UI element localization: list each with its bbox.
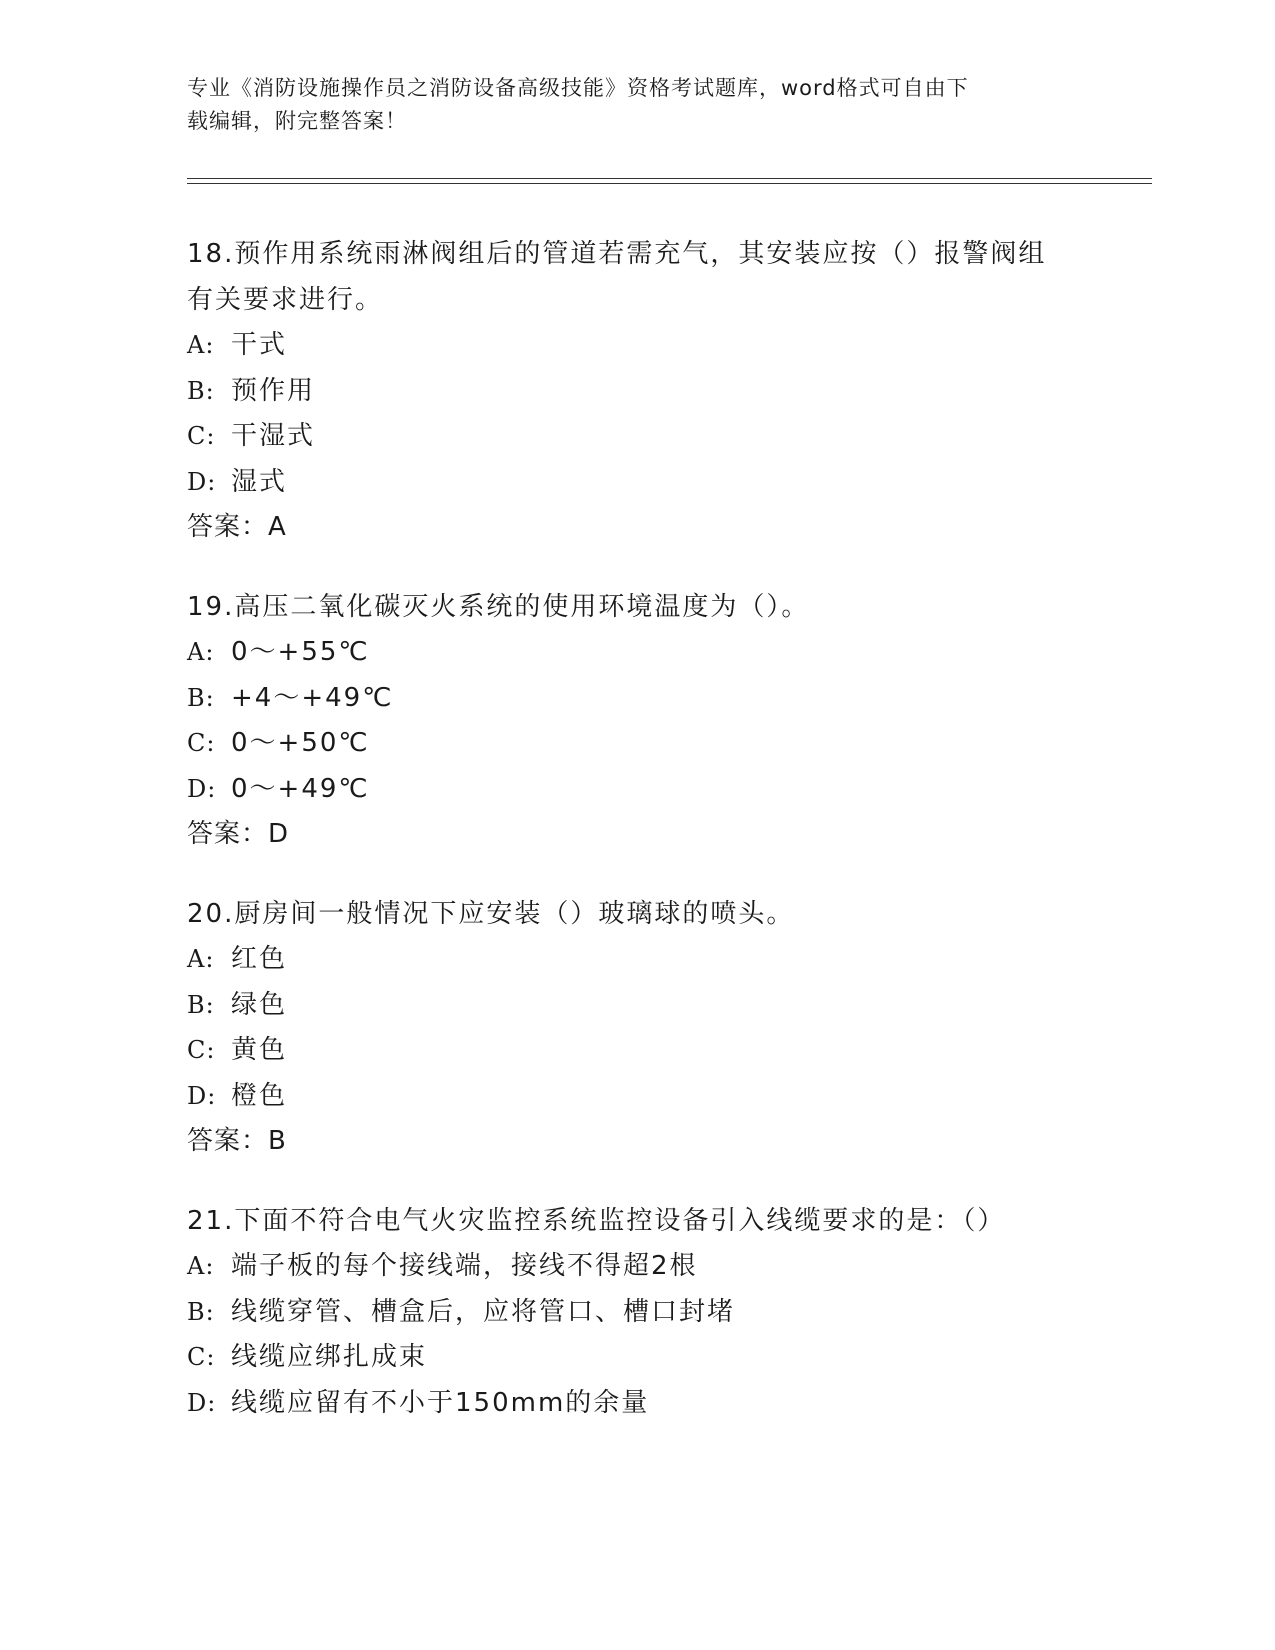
- option-key: D:: [187, 1388, 217, 1417]
- question-18: [187, 232, 1087, 551]
- option-key: A:: [187, 331, 215, 359]
- question-19: [187, 585, 1087, 858]
- question-text-line: 18.预作用系统雨淋阀组后的管道若需充气，其安装应按（）报警阀组: [187, 239, 1047, 269]
- option-d: [187, 1381, 1087, 1427]
- option-a: [187, 323, 1087, 369]
- question-text-line: 20.厨房间一般情况下应安装（）玻璃球的喷头。: [187, 898, 795, 929]
- option-text: 橙色: [231, 1080, 288, 1111]
- option-key: A:: [187, 638, 215, 666]
- option-a: [187, 1244, 1087, 1290]
- option-text: 红色: [231, 944, 288, 974]
- answer-text: 答案：B: [187, 1126, 287, 1156]
- option-key: D:: [187, 1081, 217, 1110]
- option-key: D:: [187, 467, 217, 496]
- document-header: [187, 72, 1067, 138]
- option-key: B:: [187, 376, 215, 405]
- option-key: B:: [187, 990, 215, 1019]
- option-text: 0～+49℃: [231, 773, 370, 804]
- question-text-line: 19.高压二氧化碳灭火系统的使用环境温度为（）。: [187, 591, 810, 622]
- option-key: C:: [187, 1343, 216, 1371]
- option-d: [187, 460, 1087, 506]
- option-b: [187, 1290, 1087, 1336]
- option-text: 0～+50℃: [231, 728, 370, 758]
- option-key: B:: [187, 1297, 215, 1326]
- option-d: [187, 767, 1087, 813]
- option-text: 端子板的每个接线端，接线不得超2根: [231, 1251, 698, 1281]
- answer-text: 答案：A: [187, 512, 287, 542]
- option-text: +4～+49℃: [231, 682, 394, 713]
- option-text: 0～+55℃: [231, 637, 370, 667]
- option-text: 干湿式: [231, 421, 316, 451]
- option-text: 线缆应留有不小于150mm的余量: [231, 1387, 650, 1418]
- option-a: [187, 937, 1087, 983]
- answer-text: 答案：D: [187, 819, 290, 849]
- option-text: 黄色: [231, 1035, 288, 1065]
- option-b: [187, 676, 1087, 722]
- option-b: [187, 983, 1087, 1029]
- option-text: 湿式: [231, 466, 288, 497]
- option-key: C:: [187, 1036, 216, 1064]
- question-text-line: 21.下面不符合电气火灾监控系统监控设备引入线缆要求的是：（）: [187, 1205, 1006, 1236]
- option-key: C:: [187, 422, 216, 450]
- question-text-line: 有关要求进行。: [187, 284, 384, 315]
- option-text: 绿色: [231, 989, 288, 1020]
- header-line-2: 载编辑，附完整答案！: [187, 109, 407, 133]
- option-key: D:: [187, 774, 217, 803]
- option-c: [187, 1028, 1087, 1074]
- option-d: [187, 1074, 1087, 1120]
- header-divider-bottom: [187, 183, 1152, 184]
- option-a: [187, 630, 1087, 676]
- option-text: 线缆应绑扎成束: [231, 1342, 428, 1372]
- question-20: [187, 892, 1087, 1165]
- option-text: 干式: [231, 330, 288, 360]
- option-c: [187, 721, 1087, 767]
- question-21: [187, 1199, 1087, 1427]
- option-b: [187, 369, 1087, 415]
- option-text: 线缆穿管、槽盒后，应将管口、槽口封堵: [231, 1296, 736, 1327]
- option-c: [187, 1335, 1087, 1381]
- option-key: C:: [187, 729, 216, 757]
- option-key: A:: [187, 945, 215, 973]
- header-line-1: 专业《消防设施操作员之消防设备高级技能》资格考试题库，word格式可自由下: [187, 76, 969, 100]
- option-c: [187, 414, 1087, 460]
- header-divider-top: [187, 178, 1152, 179]
- option-key: B:: [187, 683, 215, 712]
- option-key: A:: [187, 1252, 215, 1280]
- option-text: 预作用: [231, 375, 316, 406]
- question-list: [187, 232, 1087, 1460]
